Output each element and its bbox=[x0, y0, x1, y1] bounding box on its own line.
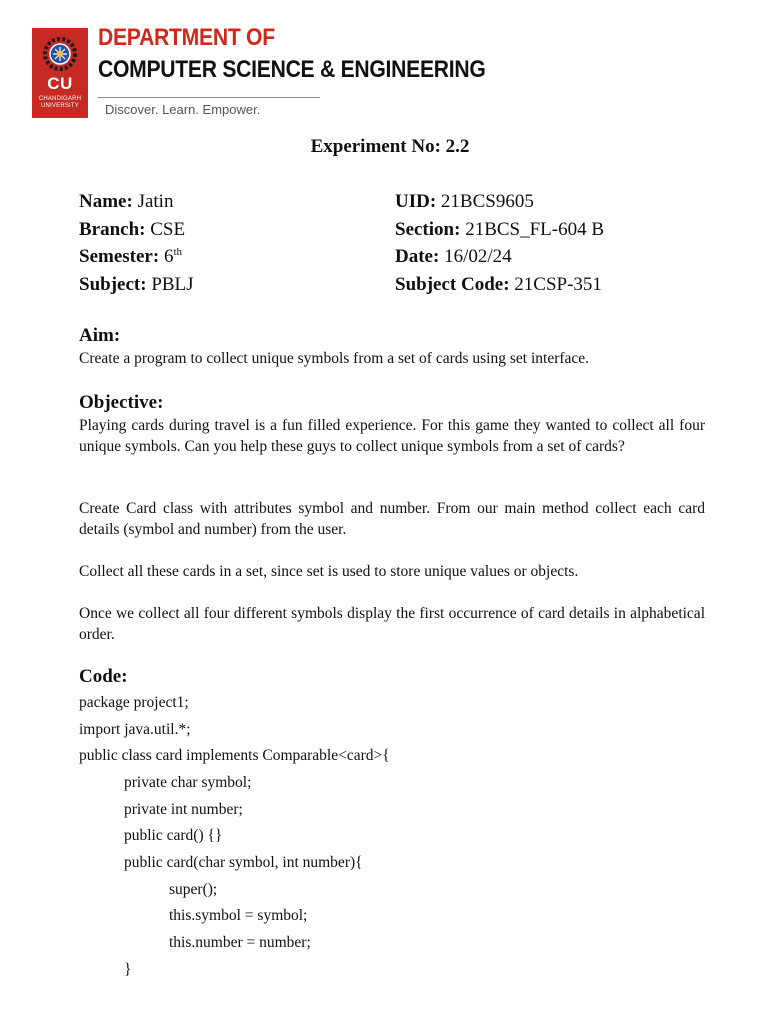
branch-field bbox=[79, 219, 185, 241]
name-label: Name: bbox=[79, 191, 133, 212]
subject-label: Subject: bbox=[79, 274, 147, 295]
name-field bbox=[79, 191, 173, 213]
uid-value: 21BCS9605 bbox=[440, 191, 534, 212]
header-divider bbox=[98, 97, 320, 98]
objective-paragraph: Create Card class with attributes symbol and number. From our main method collect each card details (symbol and number) from the user. bbox=[79, 500, 705, 538]
code-line: } bbox=[124, 961, 132, 978]
code-line: public class card implements Comparable<card>{ bbox=[79, 747, 390, 764]
code-line: public card() {} bbox=[124, 827, 223, 844]
date-value: 16/02/24 bbox=[444, 246, 512, 267]
semester-field bbox=[79, 246, 182, 268]
experiment-title: Experiment No: 2.2 bbox=[310, 136, 470, 157]
code-line: this.symbol = symbol; bbox=[169, 907, 308, 924]
code-line: this.number = number; bbox=[169, 934, 311, 951]
section-label: Section: bbox=[395, 219, 461, 240]
date-label: Date: bbox=[395, 246, 440, 267]
aim-text: Create a program to collect unique symbols from a set of cards using set interface. bbox=[79, 350, 590, 367]
subject-code-field bbox=[395, 274, 602, 296]
objective-heading: Objective: bbox=[79, 392, 164, 413]
section-field bbox=[395, 219, 604, 241]
code-line: private int number; bbox=[124, 801, 243, 818]
section-value: 21BCS_FL-604 B bbox=[465, 219, 605, 240]
subject-code-label: Subject Code: bbox=[395, 274, 510, 295]
code-line: super(); bbox=[169, 881, 218, 898]
university-logo bbox=[32, 28, 88, 118]
department-title-line2: COMPUTER SCIENCE & ENGINEERING bbox=[98, 56, 486, 83]
aim-heading: Aim: bbox=[79, 325, 121, 346]
code-heading: Code: bbox=[79, 666, 128, 687]
uid-field bbox=[395, 191, 534, 213]
semester-suffix: th bbox=[173, 246, 182, 258]
code-line: private char symbol; bbox=[124, 774, 252, 791]
logo-subtext: CHANDIGARH UNIVERSITY bbox=[38, 96, 82, 109]
branch-value: CSE bbox=[150, 219, 186, 240]
objective-paragraph: Playing cards during travel is a fun filled experience. For this game they wanted to collect all four unique symbols. Can you help these guys to collect unique symbols from a set of cards? bbox=[79, 417, 705, 455]
department-header bbox=[32, 24, 486, 120]
objective-paragraph: Collect all these cards in a set, since set is used to store unique values or objects. bbox=[79, 563, 579, 580]
uid-label: UID: bbox=[395, 191, 437, 212]
subject-code-value: 21CSP-351 bbox=[514, 274, 602, 295]
objective-paragraph: Once we collect all four different symbols display the first occurrence of card details in alphabetical order. bbox=[79, 605, 705, 643]
code-line: import java.util.*; bbox=[79, 721, 191, 738]
department-title-line1: DEPARTMENT OF bbox=[98, 24, 275, 51]
semester-value: 6 bbox=[163, 246, 174, 267]
date-field bbox=[395, 246, 512, 268]
logo-text: CU bbox=[47, 74, 73, 93]
semester-label: Semester: bbox=[79, 246, 160, 267]
branch-label: Branch: bbox=[79, 219, 146, 240]
subject-value: PBLJ bbox=[151, 274, 194, 295]
subject-field bbox=[79, 274, 194, 296]
tagline: Discover. Learn. Empower. bbox=[105, 102, 261, 117]
name-value: Jatin bbox=[137, 191, 174, 212]
logo-emblem-icon bbox=[38, 32, 82, 76]
code-line: package project1; bbox=[79, 694, 189, 711]
code-line: public card(char symbol, int number){ bbox=[124, 854, 363, 871]
